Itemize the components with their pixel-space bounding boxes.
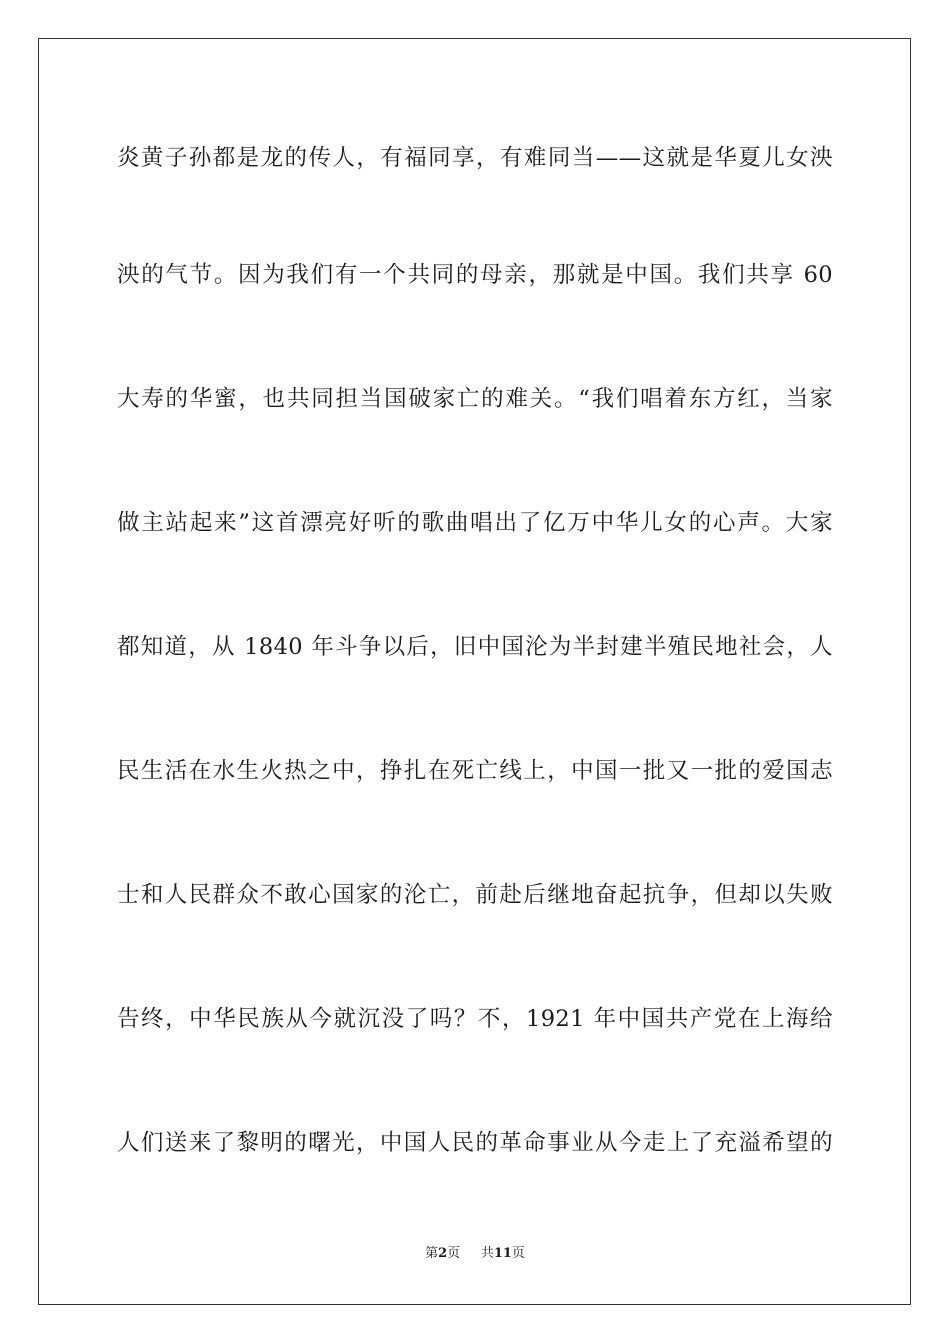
body-text-line-6: 民生活在水生火热之中，挣扎在死亡线上，中国一批又一批的爱国志 (117, 758, 833, 784)
page-border (38, 38, 911, 1305)
page-prefix: 第 (425, 1246, 439, 1261)
page-suffix: 页 (447, 1246, 461, 1261)
total-pages: 11 (493, 1246, 512, 1261)
body-text-line-3: 大寿的华蜜，也共同担当国破家亡的难关。“我们唱着东方红，当家 (117, 386, 833, 412)
body-text-line-5: 都知道，从 1840 年斗争以后，旧中国沦为半封建半殖民地社会，人 (117, 634, 833, 660)
body-text-line-1: 炎黄子孙都是龙的传人，有福同享，有难同当——这就是华夏儿女泱 (117, 145, 833, 171)
total-suffix: 页 (511, 1246, 525, 1261)
body-text-line-7: 士和人民群众不敢心国家的沦亡，前赴后继地奋起抗争，但却以失败 (117, 882, 833, 908)
page-footer (0, 1245, 950, 1263)
body-text-line-8: 告终，中华民族从今就沉没了吗？不，1921 年中国共产党在上海给 (117, 1006, 833, 1032)
page-number: 2 (438, 1246, 448, 1261)
body-text-line-2: 泱的气节。因为我们有一个共同的母亲，那就是中国。我们共享 60 (117, 262, 833, 288)
total-prefix: 共 (480, 1246, 494, 1261)
body-text-line-4: 做主站起来”这首漂亮好听的歌曲唱出了亿万中华儿女的心声。大家 (117, 510, 833, 536)
body-text-line-9: 人们送来了黎明的曙光，中国人民的革命事业从今走上了充溢希望的 (117, 1130, 833, 1156)
